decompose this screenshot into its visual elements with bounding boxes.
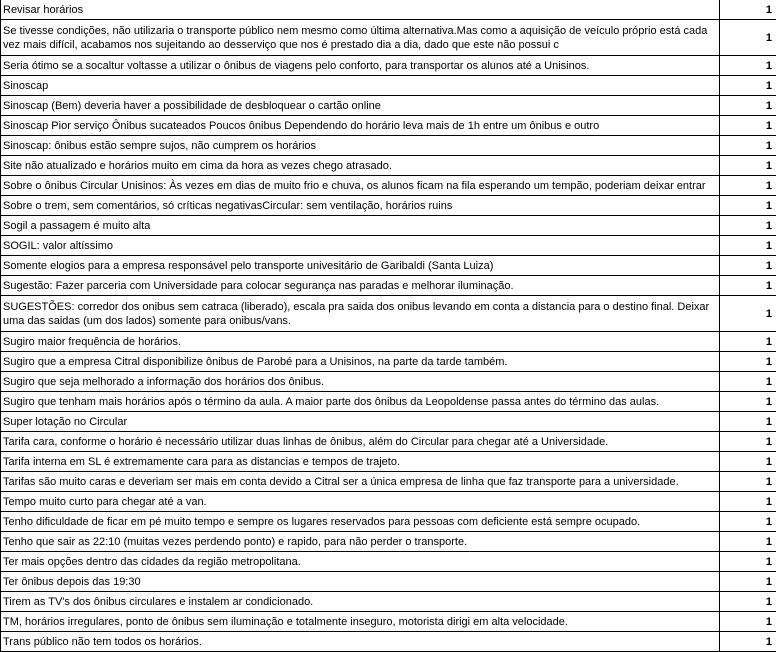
responses-table-body bbox=[1, 0, 776, 652]
table-row bbox=[1, 532, 776, 552]
response-count-cell[interactable]: 1 bbox=[720, 236, 776, 256]
response-count-cell[interactable]: 1 bbox=[720, 20, 776, 56]
response-count-cell[interactable]: 1 bbox=[720, 492, 776, 512]
response-text-cell[interactable]: Tenho que sair as 22:10 (muitas vezes perdendo ponto) e rapido, para não perder o transporte. bbox=[1, 532, 720, 552]
table-row bbox=[1, 296, 776, 332]
table-row bbox=[1, 116, 776, 136]
table-row bbox=[1, 612, 776, 632]
table-row bbox=[1, 236, 776, 256]
response-text-cell[interactable]: Tempo muito curto para chegar até a van. bbox=[1, 492, 720, 512]
response-count-cell[interactable]: 1 bbox=[720, 332, 776, 352]
table-row bbox=[1, 332, 776, 352]
response-text-cell[interactable]: Ter ônibus depois das 19:30 bbox=[1, 572, 720, 592]
response-count-cell[interactable]: 1 bbox=[720, 592, 776, 612]
response-text-cell[interactable]: Se tivesse condições, não utilizaria o transporte público nem mesmo como última alternativa.Mas como a aquisição de veículo próprio está cada vez mais difícil, acabamos nos sujeitando ao desserviço que nos é prestado dia a dia, dado que este não possui c bbox=[1, 20, 720, 56]
response-count-cell[interactable]: 1 bbox=[720, 156, 776, 176]
table-row bbox=[1, 76, 776, 96]
response-text-cell[interactable]: Tarifa interna em SL é extremamente cara para as distancias e tempos de trajeto. bbox=[1, 452, 720, 472]
response-count-cell[interactable]: 1 bbox=[720, 96, 776, 116]
response-count-cell[interactable]: 1 bbox=[720, 412, 776, 432]
table-row bbox=[1, 56, 776, 76]
response-text-cell[interactable]: Sinoscap Pior serviço Ônibus sucateados Poucos ônibus Dependendo do horário leva mais de 1h entre um ônibus e outro bbox=[1, 116, 720, 136]
table-row bbox=[1, 632, 776, 652]
table-row bbox=[1, 592, 776, 612]
response-text-cell[interactable]: TM, horários irregulares, ponto de ônibus sem iluminação e totalmente inseguro, motorista dirigi em alta velocidade. bbox=[1, 612, 720, 632]
response-text-cell[interactable]: Sinoscap: ônibus estão sempre sujos, não cumprem os horários bbox=[1, 136, 720, 156]
table-row bbox=[1, 196, 776, 216]
response-text-cell[interactable]: Sobre o trem, sem comentários, só críticas negativasCircular: sem ventilação, horários ruins bbox=[1, 196, 720, 216]
table-row bbox=[1, 472, 776, 492]
response-count-cell[interactable]: 1 bbox=[720, 632, 776, 652]
response-text-cell[interactable]: Tarifas são muito caras e deveriam ser mais em conta devido a Citral ser a única empresa de linha que faz transporte para a universidade. bbox=[1, 472, 720, 492]
table-row bbox=[1, 412, 776, 432]
response-text-cell[interactable]: Ter mais opções dentro das cidades da região metropolitana. bbox=[1, 552, 720, 572]
table-row bbox=[1, 216, 776, 236]
table-row bbox=[1, 452, 776, 472]
table-row bbox=[1, 552, 776, 572]
response-count-cell[interactable]: 1 bbox=[720, 452, 776, 472]
table-row bbox=[1, 256, 776, 276]
table-row bbox=[1, 0, 776, 20]
response-count-cell[interactable]: 1 bbox=[720, 612, 776, 632]
response-count-cell[interactable]: 1 bbox=[720, 352, 776, 372]
table-row bbox=[1, 512, 776, 532]
response-text-cell[interactable]: Sugiro maior frequência de horários. bbox=[1, 332, 720, 352]
response-text-cell[interactable]: Sugestão: Fazer parceria com Universidade para colocar segurança nas paradas e melhorar iluminação. bbox=[1, 276, 720, 296]
response-text-cell[interactable]: SUGESTÕES: corredor dos onibus sem catraca (liberado), escala pra saida dos onibus levando em conta a distancia para o destino final. Deixar uma das saidas (um dos lados) somente para onibus/vans. bbox=[1, 296, 720, 332]
response-count-cell[interactable]: 1 bbox=[720, 276, 776, 296]
table-row bbox=[1, 492, 776, 512]
table-row bbox=[1, 572, 776, 592]
response-count-cell[interactable]: 1 bbox=[720, 116, 776, 136]
response-count-cell[interactable]: 1 bbox=[720, 136, 776, 156]
table-row bbox=[1, 352, 776, 372]
response-text-cell[interactable]: Sinoscap (Bem) deveria haver a possibilidade de desbloquear o cartão online bbox=[1, 96, 720, 116]
response-count-cell[interactable]: 1 bbox=[720, 0, 776, 20]
response-count-cell[interactable]: 1 bbox=[720, 572, 776, 592]
response-count-cell[interactable]: 1 bbox=[720, 372, 776, 392]
response-text-cell[interactable]: Sugiro que tenham mais horários após o término da aula. A maior parte dos ônibus da Leopoldense passa antes do término das aulas. bbox=[1, 392, 720, 412]
response-text-cell[interactable]: Trans público não tem todos os horários. bbox=[1, 632, 720, 652]
response-text-cell[interactable]: Tarifa cara, conforme o horário é necessário utilizar duas linhas de ônibus, além do Circular para chegar até a Universidade. bbox=[1, 432, 720, 452]
response-text-cell[interactable]: Sogil a passagem é muito alta bbox=[1, 216, 720, 236]
response-text-cell[interactable]: Site não atualizado e horários muito em cima da hora as vezes chego atrasado. bbox=[1, 156, 720, 176]
table-row bbox=[1, 276, 776, 296]
response-count-cell[interactable]: 1 bbox=[720, 216, 776, 236]
response-text-cell[interactable]: Sinoscap bbox=[1, 76, 720, 96]
response-count-cell[interactable]: 1 bbox=[720, 176, 776, 196]
response-text-cell[interactable]: Revisar horários bbox=[1, 0, 720, 20]
table-row bbox=[1, 96, 776, 116]
response-text-cell[interactable]: Tenho dificuldade de ficar em pé muito tempo e sempre os lugares reservados para pessoas com deficiente está sempre ocupado. bbox=[1, 512, 720, 532]
table-row bbox=[1, 156, 776, 176]
response-count-cell[interactable]: 1 bbox=[720, 76, 776, 96]
table-row bbox=[1, 136, 776, 156]
table-row bbox=[1, 20, 776, 56]
response-text-cell[interactable]: Sugiro que a empresa Citral disponibilize ônibus de Parobé para a Unisinos, na parte da tarde também. bbox=[1, 352, 720, 372]
response-text-cell[interactable]: Super lotação no Circular bbox=[1, 412, 720, 432]
response-count-cell[interactable]: 1 bbox=[720, 392, 776, 412]
response-count-cell[interactable]: 1 bbox=[720, 552, 776, 572]
response-text-cell[interactable]: Sugiro que seja melhorado a informação dos horários dos ônibus. bbox=[1, 372, 720, 392]
response-text-cell[interactable]: Somente elogios para a empresa responsável pelo transporte univesitário de Garibaldi (Santa Luiza) bbox=[1, 256, 720, 276]
response-text-cell[interactable]: Sobre o ônibus Circular Unisinos: Às vezes em dias de muito frio e chuva, os alunos ficam na fila esperando um tempão, poderiam deixar entrar bbox=[1, 176, 720, 196]
response-text-cell[interactable]: SOGIL: valor altíssimo bbox=[1, 236, 720, 256]
table-row bbox=[1, 432, 776, 452]
table-row bbox=[1, 392, 776, 412]
response-count-cell[interactable]: 1 bbox=[720, 256, 776, 276]
table-row bbox=[1, 372, 776, 392]
response-count-cell[interactable]: 1 bbox=[720, 472, 776, 492]
response-count-cell[interactable]: 1 bbox=[720, 196, 776, 216]
response-count-cell[interactable]: 1 bbox=[720, 56, 776, 76]
response-text-cell[interactable]: Tirem as TV's dos ônibus circulares e instalem ar condicionado. bbox=[1, 592, 720, 612]
response-text-cell[interactable]: Seria ótimo se a socaltur voltasse a utilizar o ônibus de viagens pelo conforto, para transportar os alunos até a Unisinos. bbox=[1, 56, 720, 76]
response-count-cell[interactable]: 1 bbox=[720, 432, 776, 452]
response-count-cell[interactable]: 1 bbox=[720, 296, 776, 332]
response-count-cell[interactable]: 1 bbox=[720, 532, 776, 552]
table-row bbox=[1, 176, 776, 196]
response-count-cell[interactable]: 1 bbox=[720, 512, 776, 532]
